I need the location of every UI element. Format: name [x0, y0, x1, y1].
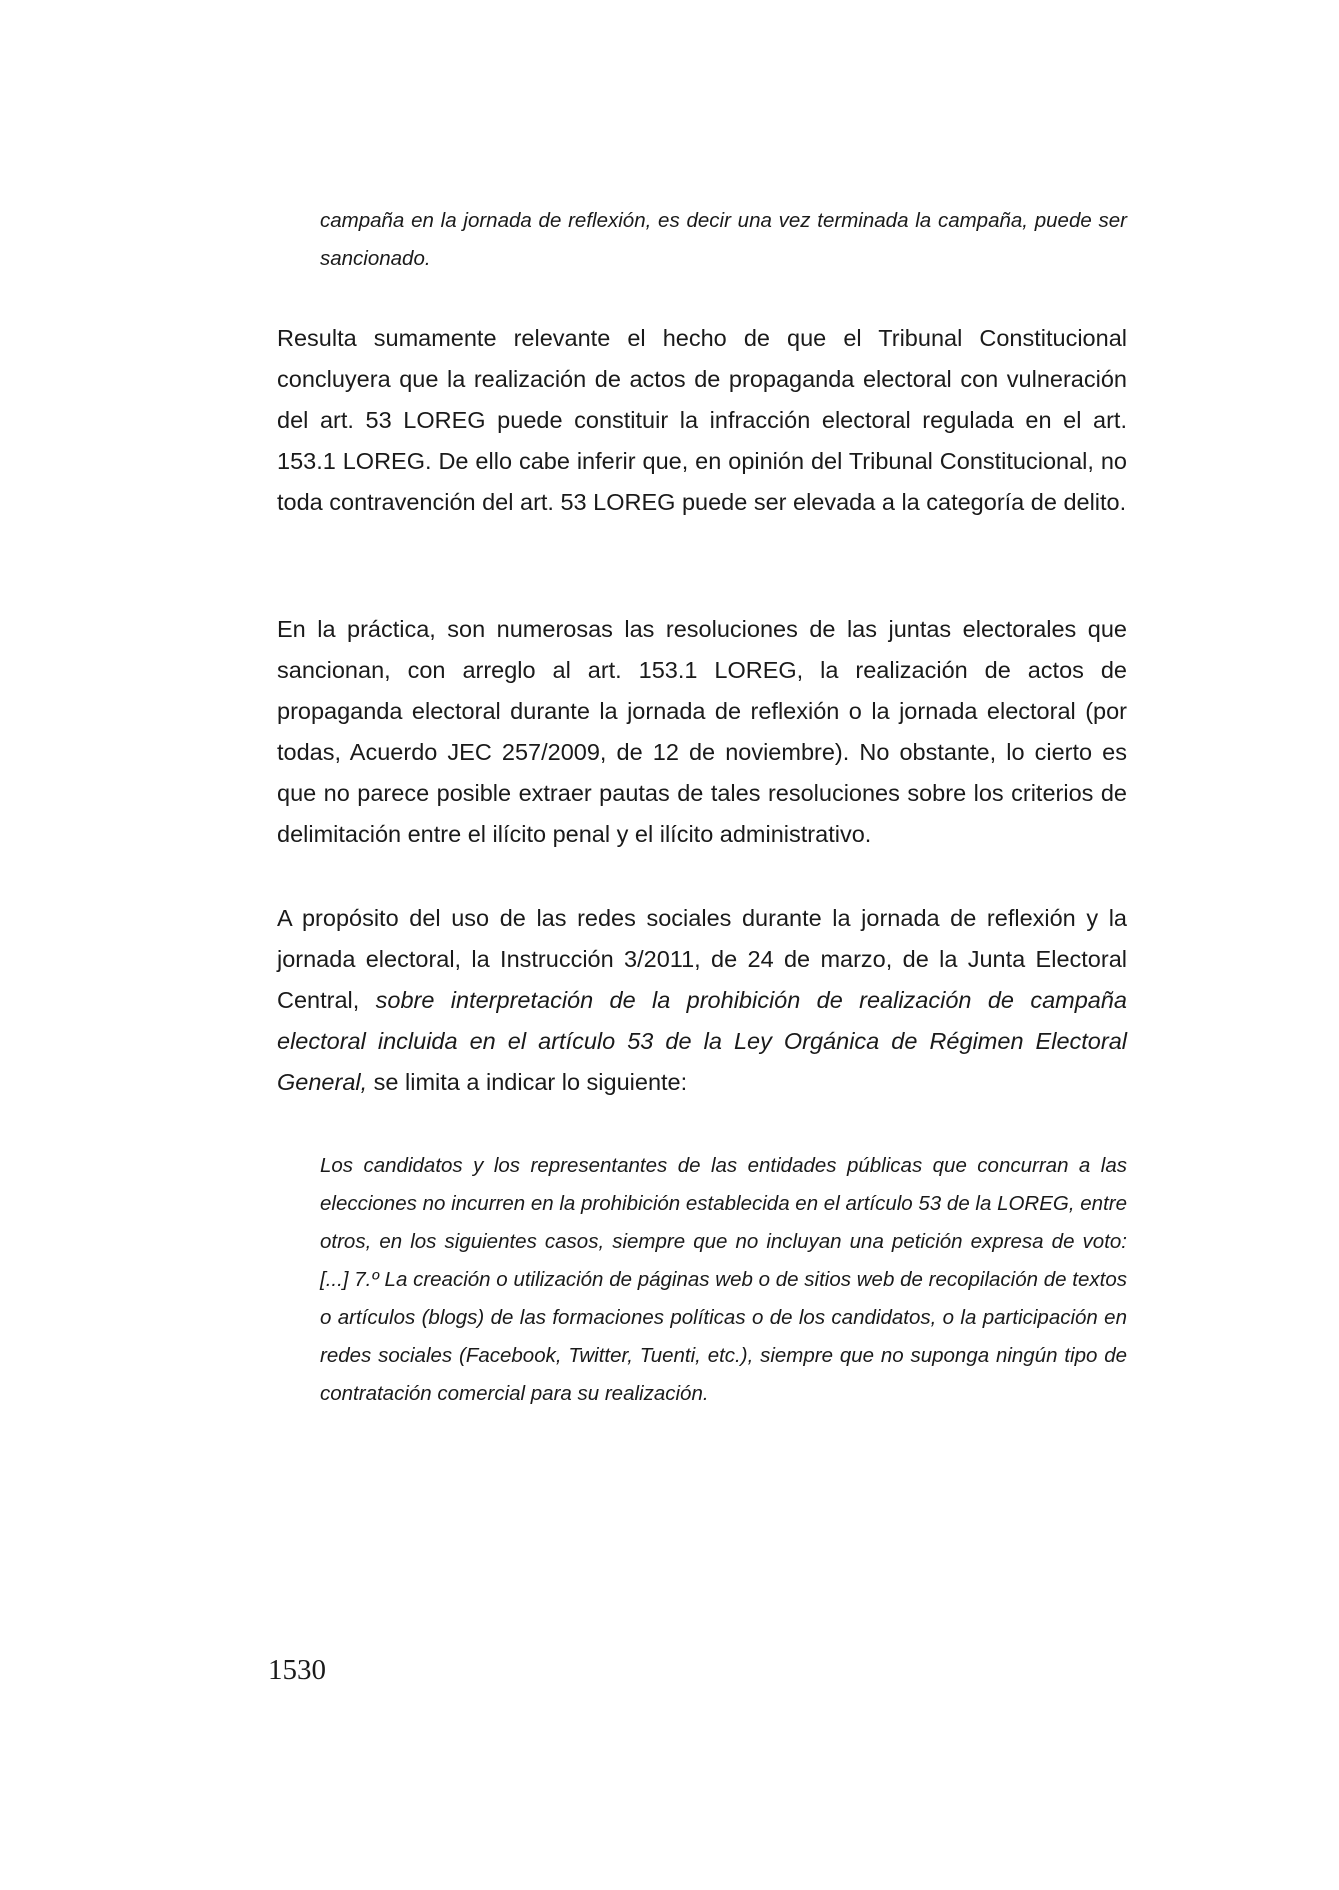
paragraph-juntas-electorales: En la práctica, son numerosas las resoluciones de las juntas electorales que sancionan, con arreglo al art. 153.1 LOREG, la realización de actos de propaganda electoral durante la jornada de reflexión o la jornada electoral (por todas, Acuerdo JEC 257/2009, de 12 de noviembre). No obstante, lo cierto es que no parece posible extraer pautas de tales resoluciones sobre los criterios de delimitación entre el ilícito penal y el ilícito administrativo.	[277, 616, 1127, 847]
instruction-title-italic: sobre interpretación de la prohibición de realización de campaña electoral incluida en el artículo 53 de la Ley Orgánica de Régimen Electoral General,	[277, 987, 1128, 1095]
paragraph-text-before: A propósito del uso de las redes sociales durante la jornada de reflexión y la jornada electoral, la Instrucción 3/2011, de 24 de marzo, de la Junta Electoral Central,	[277, 905, 1127, 1013]
paragraph-tribunal-constitucional: Resulta sumamente relevante el hecho de que el Tribunal Constitucional concluyera que la realización de actos de propaganda electoral con vulneración del art. 53 LOREG puede constituir la infracción electoral regulada en el art. 153.1 LOREG. De ello cabe inferir que, en opinión del Tribunal Constitucional, no toda contravención del art. 53 LOREG puede ser elevada a la categoría de delito.	[277, 325, 1127, 515]
paragraph-redes-sociales	[277, 898, 1127, 1103]
page-number: 1530	[268, 1654, 326, 1686]
quote-continuation: campaña en la jornada de reflexión, es decir una vez terminada la campaña, puede ser sancionado.	[320, 209, 1127, 270]
block-quote-instruccion: Los candidatos y los representantes de las entidades públicas que concurran a las elecciones no incurren en la prohibición establecida en el artículo 53 de la LOREG, entre otros, en los siguientes casos, siempre que no incluyan una petición expresa de voto: [...] 7.º La creación o utilización de páginas web o de sitios web de recopilación de textos o artículos (blogs) de las formaciones políticas o de los candidatos, o la participación en redes sociales (Facebook, Twitter, Tuenti, etc.), siempre que no suponga ningún tipo de contratación comercial para su realización.	[320, 1154, 1127, 1405]
paragraph-text-after: se limita a indicar lo siguiente:	[373, 1069, 688, 1095]
